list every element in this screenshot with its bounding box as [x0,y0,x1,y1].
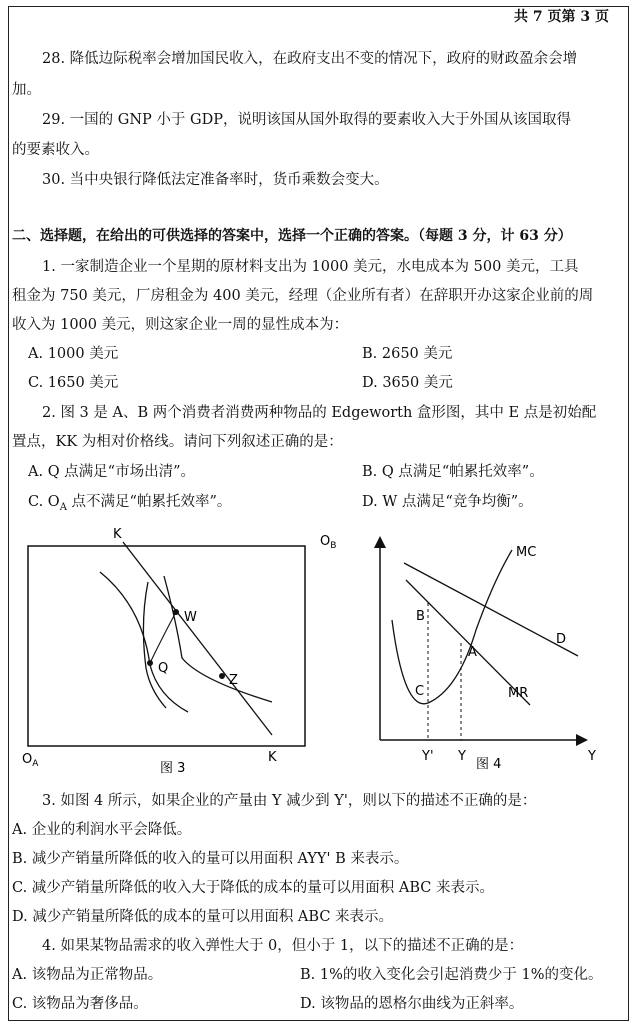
vertical-axis-arrow [374,536,386,548]
label-mc: MC [516,545,537,560]
q3-option-a: A. 企业的利润水平会降低。 [12,822,192,838]
q3-option-b: B. 减少产销量所降低的收入的量可以用面积 AYY' B 来表示。 [12,851,409,867]
figure-4-caption: 图 4 [476,757,502,772]
q1-option-a: A. 1000 美元 [28,346,119,362]
q1-stem-line2: 租金为 750 美元，厂房租金为 400 美元，经理（企业所有者）在辞职开办这家企业前的周 [12,288,594,304]
label-w: W [184,610,197,625]
q2-option-a: A. Q 点满足“市场出清”。 [28,464,196,480]
q28-line1: 28. 降低边际税率会增加国民收入，在政府支出不变的情况下，政府的财政盈余会增 [42,51,578,67]
label-q: Q [158,661,169,676]
q29-line1: 29. 一国的 GNP 小于 GDP，说明该国从国外取得的要素收入大于外国从该国取得 [42,112,571,128]
q2-stem-line2: 置点，KK 为相对价格线。请问下列叙述正确的是： [12,434,343,450]
label-d: D [556,632,567,647]
page-number-label: 共 7 页第 3 页 [514,9,609,25]
label-a: A [468,645,477,660]
section2-title: 二、选择题，在给出的可供选择的答案中，选择一个正确的答案。（每题 3 分，计 63 分） [12,228,572,244]
q4-option-a: A. 该物品为正常物品。 [12,967,163,983]
horizontal-axis-arrow [576,734,588,746]
q1-option-d: D. 3650 美元 [362,375,453,391]
q4-option-c: C. 该物品为奢侈品。 [12,996,148,1012]
q1-stem-line3: 收入为 1000 美元，则这家企业一周的显性成本为： [12,317,349,333]
q2-option-c-label: C. O [28,494,60,510]
label-b: B [416,609,425,624]
label-y-tick: Y [458,749,466,764]
q3-stem: 3. 如图 4 所示，如果企业的产量由 Y 减少到 Y'，则以下的描述不正确的是： [42,793,537,809]
q3-option-d: D. 减少产销量所降低的成本的量可以用面积 ABC 来表示。 [12,909,394,925]
figure-3-caption: 图 3 [160,761,186,776]
q1-stem-line1: 1. 一家制造企业一个星期的原材料支出为 1000 美元，水电成本为 500 美元，工具 [42,259,579,275]
demand-curve-d [404,563,578,656]
label-oa: $O_A$ [22,752,39,769]
label-y-axis: Y [588,749,596,764]
q1-option-c: C. 1650 美元 [28,375,119,391]
label-z: Z [229,673,238,688]
label-k-bottom: K [268,750,277,765]
q30-line1: 30. 当中央银行降低法定准备率时，货币乘数会变大。 [42,172,389,188]
q28-line2: 加。 [12,82,41,98]
q2-stem-line1: 2. 图 3 是 A、B 两个消费者消费两种物品的 Edgeworth 盒形图，其中 E 点是初始配 [42,405,597,421]
label-c: C [415,684,425,699]
q3-option-c: C. 减少产销量所降低的收入大于降低的成本的量可以用面积 ABC 来表示。 [12,880,495,896]
q2-option-c-subscript: A [59,501,67,513]
q1-option-b: B. 2650 美元 [362,346,453,362]
label-ob: $O_B$ [320,534,337,551]
q4-stem: 4. 如果某物品需求的收入弹性大于 0，但小于 1，以下的描述不正确的是： [42,938,524,954]
q29-line2: 的要素收入。 [12,142,99,158]
label-k-top: K [113,527,122,542]
q2-option-c-rest: 点不满足“帕累托效率”。 [66,494,232,510]
q2-option-b: B. Q 点满足“帕累托效率”。 [362,464,544,480]
label-y-prime: Y' [422,749,434,764]
label-mr: MR [508,686,529,701]
q4-option-d: D. 该物品的恩格尔曲线为正斜率。 [300,996,524,1012]
q2-option-d: D. W 点满足“竞争均衡”。 [362,494,533,510]
q4-option-b: B. 1%的收入变化会引起消费少于 1%的变化。 [300,967,603,983]
